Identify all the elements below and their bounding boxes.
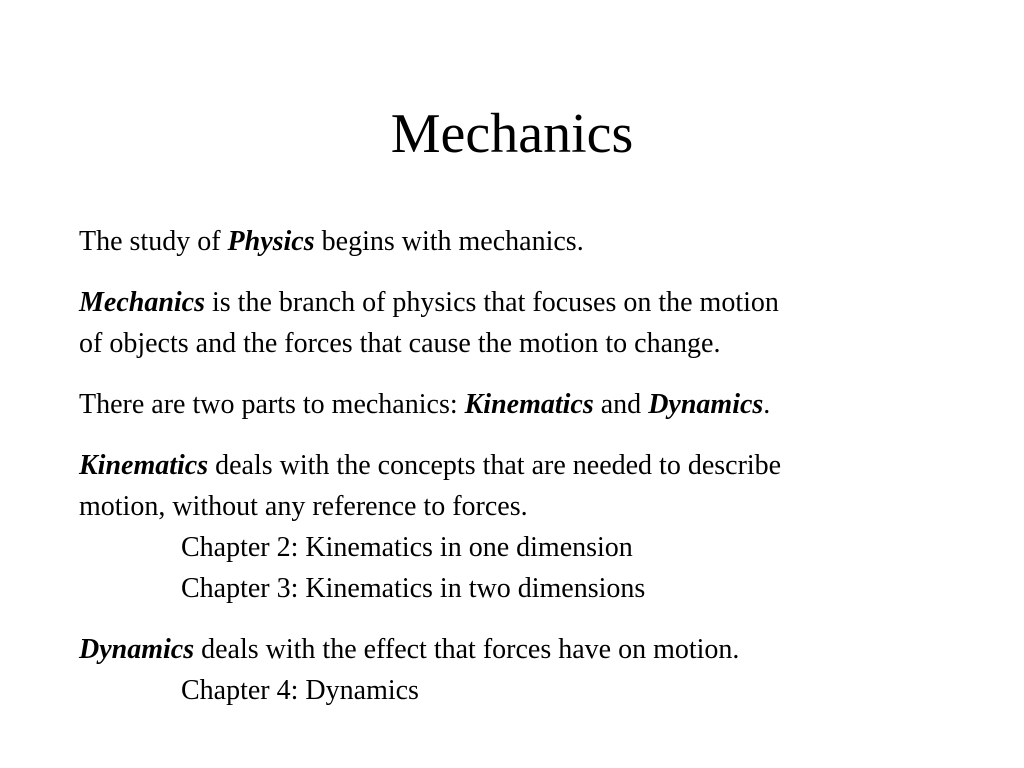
p4-line-1 <box>79 445 959 486</box>
p2-line-2: of objects and the forces that cause the motion to change. <box>79 328 721 359</box>
p4-line-2: motion, without any reference to forces. <box>79 491 528 522</box>
term-kinematics-heading: Kinematics <box>79 450 209 481</box>
term-dynamics: Dynamics <box>648 389 764 420</box>
paragraph-kinematics <box>79 445 959 609</box>
p2-line-1-text: is the branch of physics that focuses on the motion <box>205 287 779 318</box>
p2-line-1 <box>79 282 959 323</box>
paragraph-two-parts <box>79 384 959 425</box>
term-kinematics: Kinematics <box>464 389 594 420</box>
p1-text-after: begins with mechanics. <box>314 226 584 257</box>
p5-line-1-text: deals with the effect that forces have on motion. <box>194 634 740 665</box>
chapter-item: Chapter 4: Dynamics <box>181 675 419 706</box>
p4-line-1-text: deals with the concepts that are needed to describe <box>208 450 782 481</box>
term-mechanics: Mechanics <box>79 287 205 318</box>
p5-line-1 <box>79 629 959 670</box>
term-dynamics-heading: Dynamics <box>79 634 195 665</box>
p3-text-middle: and <box>593 389 649 420</box>
p1-text-before: The study of <box>79 226 228 257</box>
slide-title: Mechanics <box>390 103 634 165</box>
p3-text-after: . <box>763 389 771 420</box>
slide-body <box>79 221 959 731</box>
paragraph-physics-intro <box>79 221 959 262</box>
p3-text-before: There are two parts to mechanics: <box>79 389 465 420</box>
chapter-item: Chapter 3: Kinematics in two dimensions <box>181 573 646 604</box>
term-physics: Physics <box>227 226 315 257</box>
chapter-item: Chapter 2: Kinematics in one dimension <box>181 532 633 563</box>
paragraph-mechanics-definition <box>79 282 959 364</box>
paragraph-dynamics <box>79 629 959 711</box>
